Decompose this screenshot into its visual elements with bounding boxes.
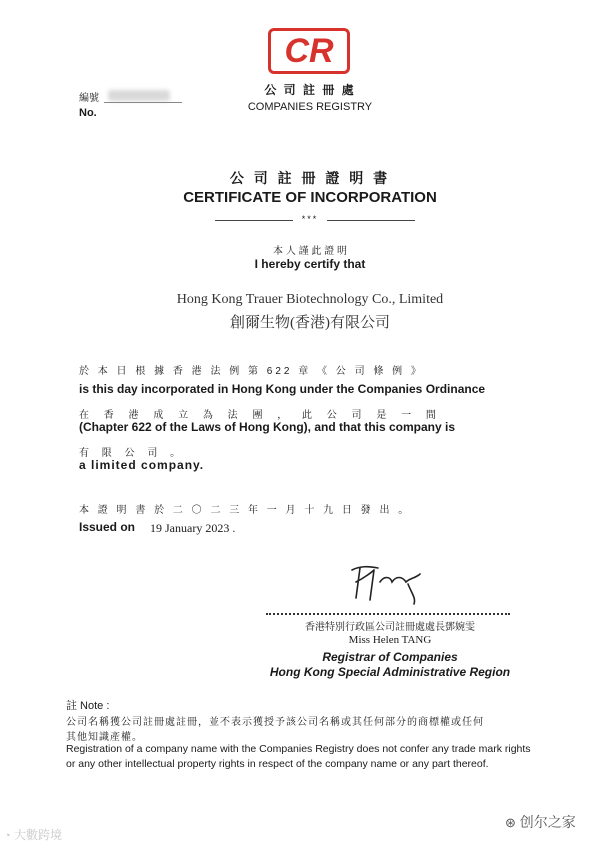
- title-stars: ***: [301, 214, 319, 224]
- body-line2-zh: 在 香 港 成 立 為 法 團 ， 此 公 司 是 一 間: [79, 410, 442, 421]
- watermark-left-text: 大數跨境: [14, 828, 63, 842]
- watermark-right: [505, 812, 576, 832]
- registrar-region-en: Hong Kong Special Administrative Region: [269, 665, 511, 679]
- body-line1-zh: 於 本 日 根 據 香 港 法 例 第 622 章 《 公 司 條 例 》: [79, 366, 424, 377]
- issued-label: Issued on: [79, 520, 136, 534]
- body-line3-zh: 有 限 公 司 。: [79, 448, 186, 459]
- title-rule-left: [215, 220, 293, 221]
- note-label: 註 Note :: [66, 700, 110, 712]
- registry-logo: [268, 28, 350, 74]
- body-line2-en: (Chapter 622 of the Laws of Hong Kong), and that this company is: [79, 420, 456, 434]
- note-zh-line2: 其他知識產權。: [66, 732, 143, 743]
- registrar-role-en: Registrar of Companies: [322, 650, 458, 664]
- certify-en: I hereby certify that: [254, 257, 366, 271]
- note-en-line1: Registration of a company name with the Companies Registry does not confer any trade mark rights: [66, 743, 531, 755]
- watermark-right-icon: ⊛: [505, 815, 516, 830]
- logo-text: CR: [284, 32, 334, 70]
- certificate-title-zh: 公 司 註 冊 證 明 書: [229, 170, 391, 186]
- registrar-title-zh: 香港特別行政區公司註冊處處長鄧婉雯: [305, 622, 475, 633]
- watermark-right-text: 创尔之家: [519, 814, 576, 830]
- note-zh-line1: 公司名稱獲公司註冊處註冊，並不表示獲授予該公司名稱或其任何部分的商標權或任何: [66, 717, 484, 728]
- redacted-number: [108, 90, 170, 101]
- watermark-left: [4, 826, 62, 843]
- signature: [350, 560, 430, 610]
- body-line1-en: is this day incorporated in Hong Kong under the Companies Ordinance: [79, 382, 486, 396]
- certificate-title-en: CERTIFICATE OF INCORPORATION: [183, 189, 437, 206]
- body-line3-en: a limited company.: [79, 458, 205, 472]
- number-underline: [104, 102, 182, 103]
- signature-line: [266, 613, 510, 615]
- number-label-en: No.: [79, 107, 97, 119]
- issued-zh: 本 證 明 書 於 二 〇 二 三 年 一 月 十 九 日 發 出 。: [79, 505, 412, 516]
- certify-zh: 本 人 謹 此 證 明: [273, 246, 347, 257]
- note-en-line2: or any other intellectual property rights in respect of the company name or any part thereof.: [66, 758, 489, 770]
- company-name-zh: 創爾生物(香港)有限公司: [230, 315, 390, 331]
- company-name-en: Hong Kong Trauer Biotechnology Co., Limited: [176, 292, 444, 307]
- issued-date: 19 January 2023 .: [150, 521, 236, 535]
- registry-name-en: COMPANIES REGISTRY: [247, 101, 373, 113]
- watermark-left-icon: ◔: [4, 830, 11, 842]
- number-label-zh: 編號: [79, 93, 99, 104]
- registry-name-zh: 公 司 註 冊 處: [264, 83, 356, 97]
- title-rule-right: [327, 220, 415, 221]
- registrar-name-en: Miss Helen TANG: [348, 634, 432, 646]
